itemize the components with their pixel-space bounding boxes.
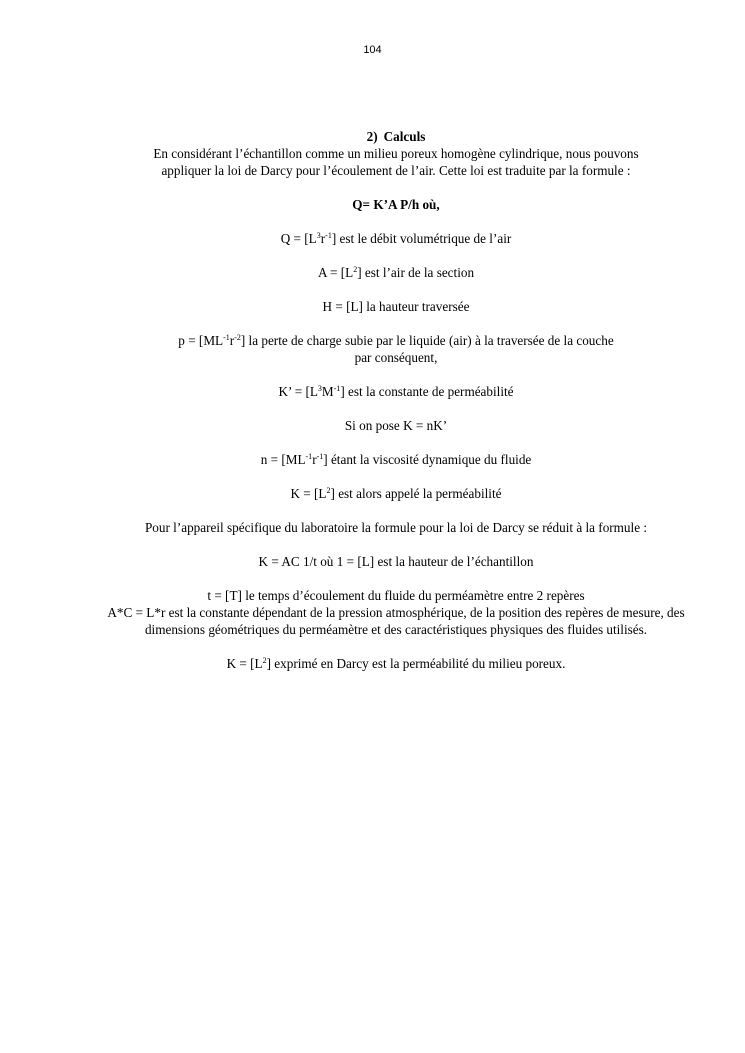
- intro-line-2: appliquer la loi de Darcy pour l’écoulement de l’air. Cette loi est traduite par la formule :: [161, 163, 631, 178]
- definition-k: $K = [L^2]$ est alors appelé la perméabilité: [290, 486, 502, 501]
- definition-p: $p = [ML^{-1}r^{-2}]$ la perte de charge subie par le liquide (air) à la traversée de la couche: [178, 333, 614, 348]
- lab-formula: K = AC 1/t où 1 = [L] est la hauteur de l’échantillon: [258, 554, 534, 569]
- page-number: 104: [363, 44, 382, 56]
- document-body: [106, 128, 686, 672]
- definition-k-prime: K’ = $[L^3M^{-1}]$ est la constante de perméabilité: [278, 384, 514, 399]
- section-heading: [106, 128, 686, 145]
- definition-q: $Q = [L^3r^{-1}]$ est le débit volumétrique de l’air: [280, 231, 512, 246]
- definition-h: H = [L] la hauteur traversée: [322, 299, 470, 314]
- definition-a: $A = [L^2]$ est l’air de la section: [317, 265, 475, 280]
- main-formula: Q= K’A P/h où,: [352, 197, 440, 212]
- definition-n: $n = [ML^{-1}r^{-1}]$ étant la viscosité dynamique du fluide: [260, 452, 532, 467]
- definition-p-line-2: par conséquent,: [354, 350, 438, 365]
- lab-sentence: Pour l’appareil spécifique du laboratoire la formule pour la loi de Darcy se réduit à la formule :: [144, 520, 648, 535]
- definition-pose: Si on pose K = nK’: [344, 418, 448, 433]
- section-number: 2): [366, 129, 378, 144]
- intro-line-1: En considérant l’échantillon comme un milieu poreux homogène cylindrique, nous pouvons: [153, 146, 639, 161]
- final-statement: $K = [L^2]$ exprimé en Darcy est la perméabilité du milieu poreux.: [226, 656, 566, 671]
- t-definition: t = [T] le temps d’écoulement du fluide du perméamètre entre 2 repères: [207, 588, 585, 603]
- ac-definition: A*C = L*r est la constante dépendant de la pression atmosphérique, de la position des repères de mesure, des dimensions géométriques du perméamètre et des caractéristiques physiques des fluides utilisés.: [107, 605, 685, 637]
- section-title: Calculs: [383, 129, 426, 144]
